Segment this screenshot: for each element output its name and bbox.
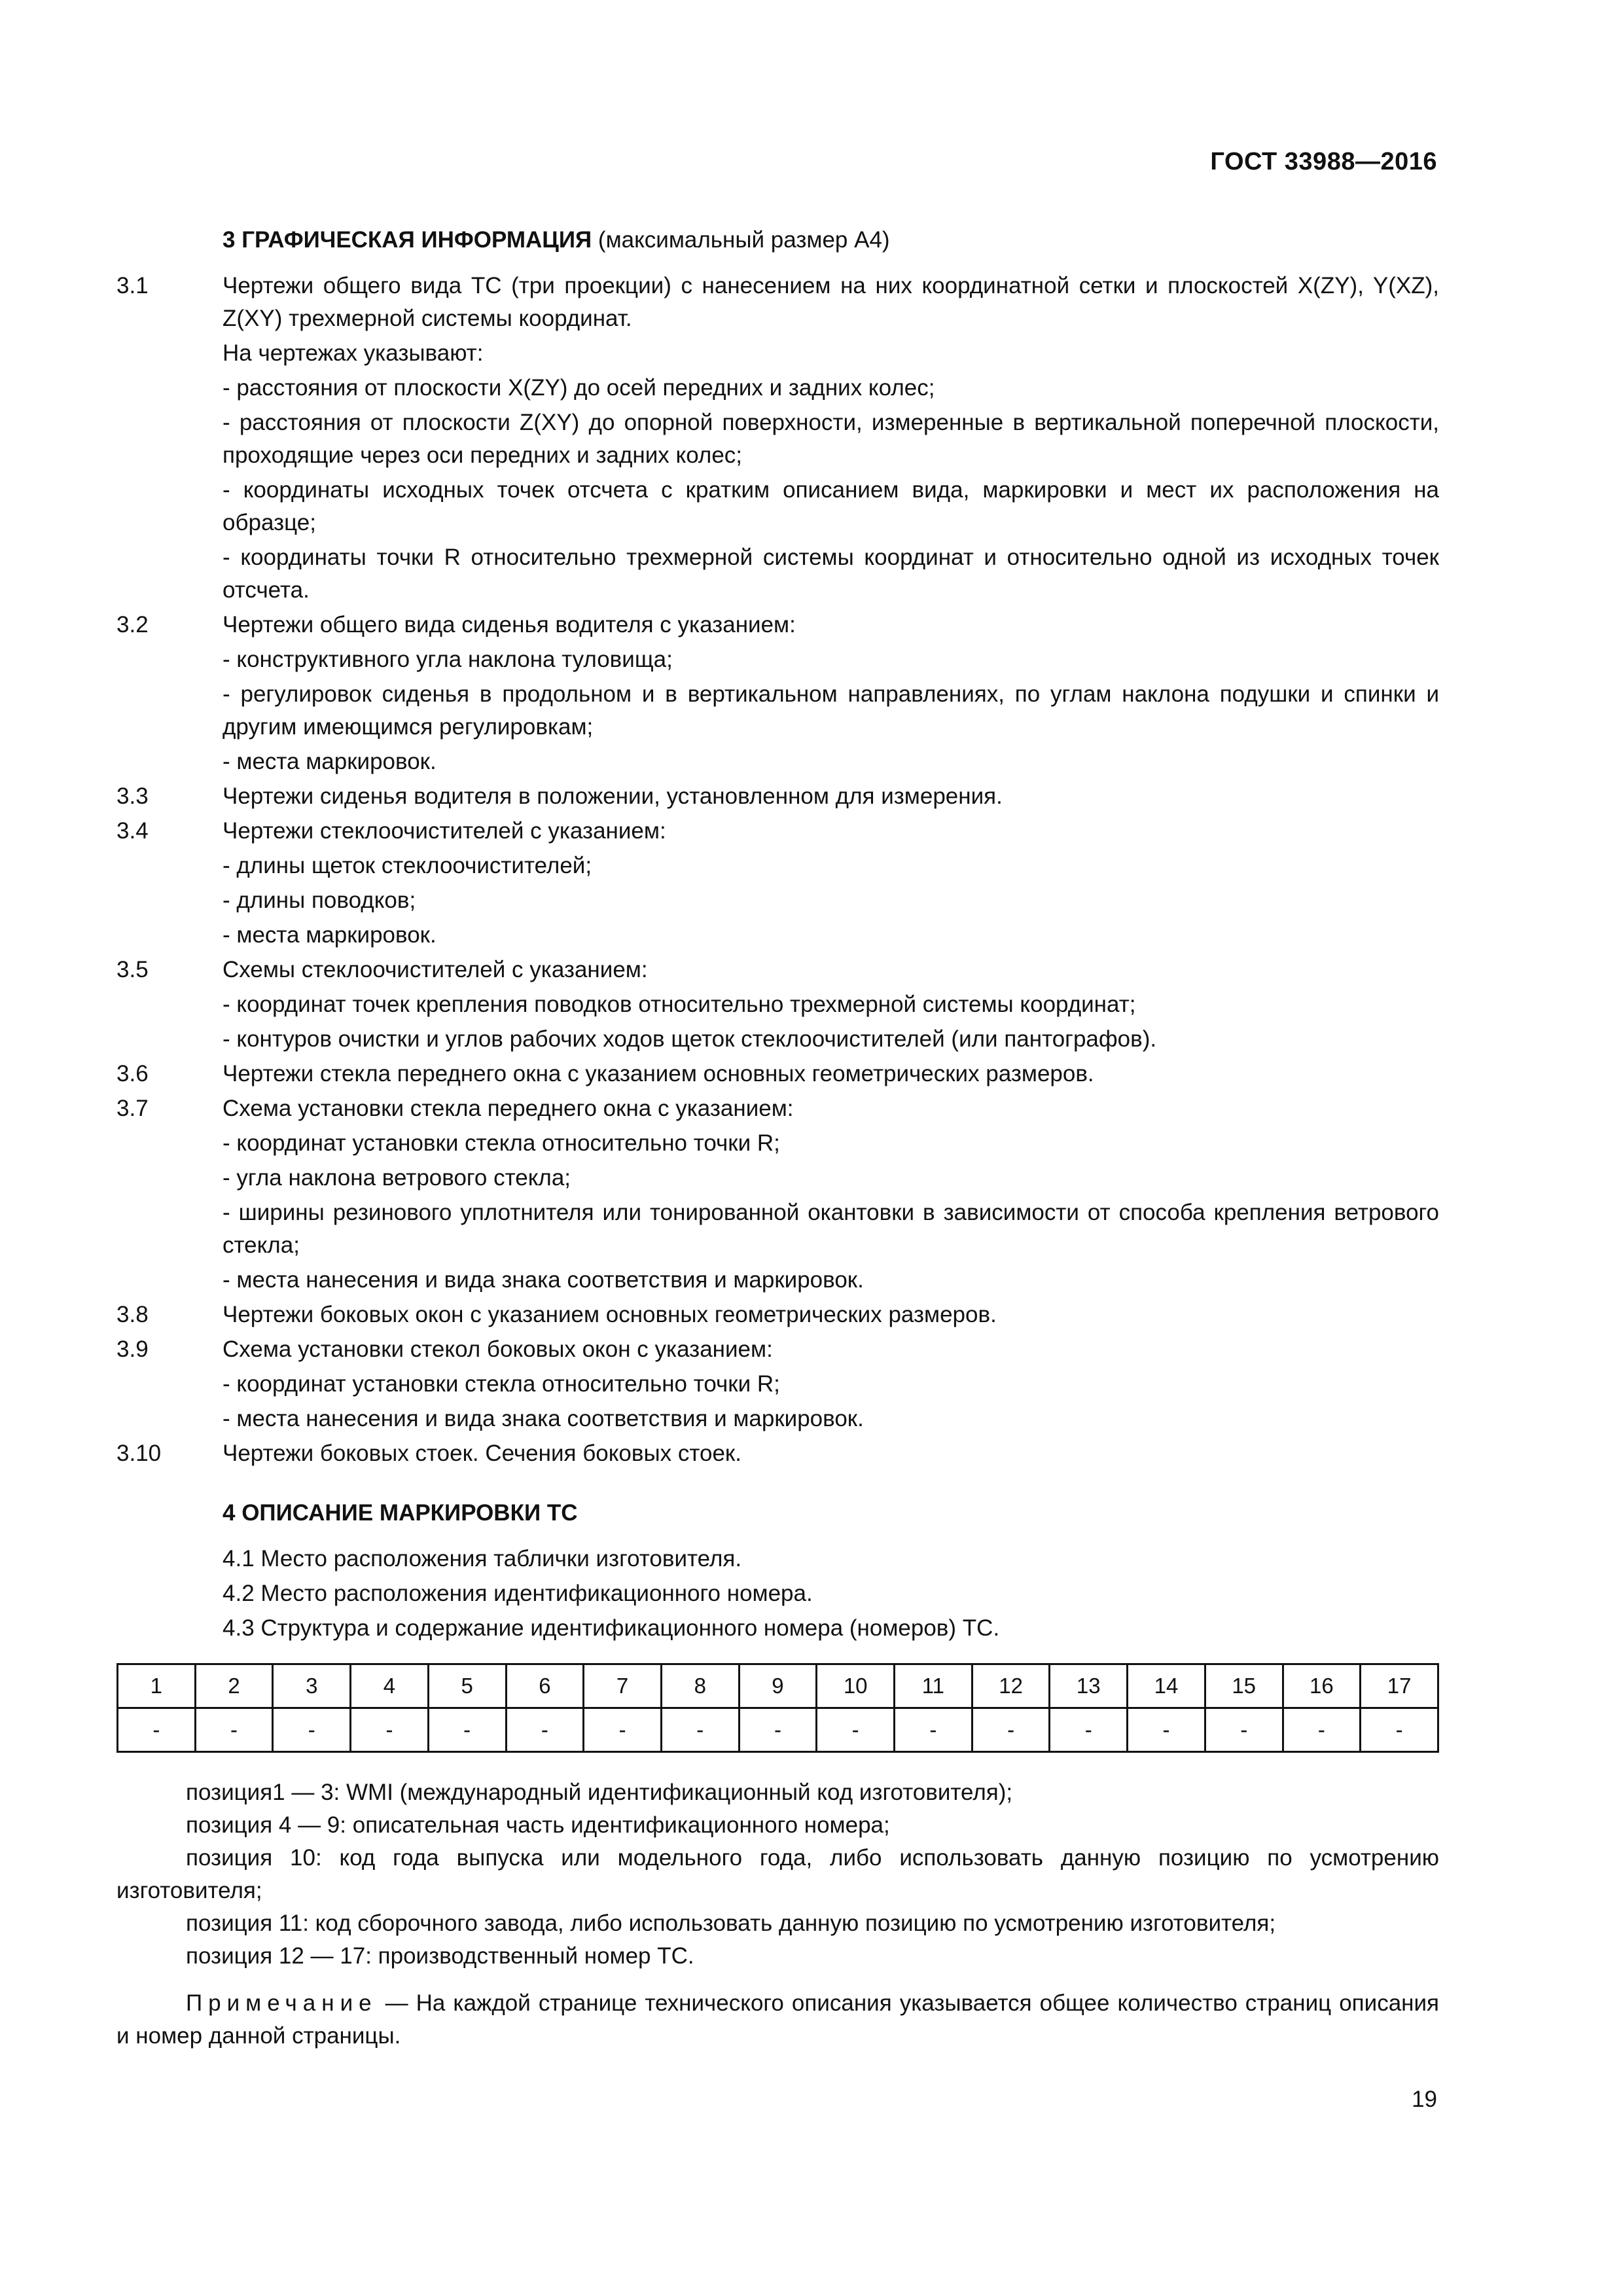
item-body: [223, 1299, 1439, 1333]
item-number: 3.9: [116, 1336, 149, 1362]
item-line: Чертежи сиденья водителя в положении, установленном для измерения.: [223, 783, 1003, 809]
table-header-cell: 12: [972, 1664, 1050, 1708]
list-item: [116, 1333, 1439, 1437]
table-cell: -: [118, 1708, 196, 1752]
section-3-title-bold: 3 ГРАФИЧЕСКАЯ ИНФОРМАЦИЯ: [223, 227, 592, 253]
item-line: Чертежи стеклоочистителей с указанием:: [223, 818, 666, 844]
list-item: [116, 609, 1439, 780]
subitem-4-2: 4.2 Место расположения идентификационного номера.: [223, 1581, 813, 1606]
item-line: Чертежи общего вида сиденья водителя с указанием:: [223, 612, 796, 637]
position-descriptions: [116, 1776, 1439, 1973]
item-body: [223, 270, 1439, 609]
item-body: [223, 1092, 1439, 1299]
item-body: [223, 954, 1439, 1058]
item-line: - длины щеток стеклоочистителей;: [223, 853, 592, 878]
note-paragraph: [116, 1987, 1439, 2053]
page-content: [116, 224, 1439, 2053]
table-header-cell: 2: [195, 1664, 273, 1708]
item-number: 3.1: [116, 273, 149, 298]
table-header-cell: 1: [118, 1664, 196, 1708]
item-body: [223, 1058, 1439, 1092]
table-header-cell: 6: [506, 1664, 584, 1708]
table-cell: -: [584, 1708, 662, 1752]
vin-structure-table: [116, 1663, 1439, 1753]
position-4-9: позиция 4 — 9: описательная часть идентификационного номера;: [186, 1812, 890, 1838]
section-3-title-tail: (максимальный размер А4): [592, 227, 890, 253]
item-line: Чертежи общего вида ТС (три проекции) с нанесением на них координатной сетки и плоскостей X(ZY), Y(XZ), Z(XY) трехмерной системы координат.: [223, 273, 1439, 331]
table-cell: -: [661, 1708, 739, 1752]
item-line: - угла наклона ветрового стекла;: [223, 1165, 571, 1191]
item-line: - места маркировок.: [223, 922, 437, 948]
item-number: 3.10: [116, 1441, 162, 1466]
list-item: [116, 815, 1439, 954]
table-header-cell: 3: [273, 1664, 351, 1708]
list-item: [116, 954, 1439, 1058]
table-header-cell: 5: [428, 1664, 506, 1708]
item-number: 3.2: [116, 612, 149, 637]
table-cell: -: [1050, 1708, 1128, 1752]
item-number: 3.6: [116, 1061, 149, 1086]
list-item: [116, 1058, 1439, 1092]
list-item: [116, 780, 1439, 815]
list-item: [116, 1299, 1439, 1333]
item-line: Чертежи боковых окон с указанием основных геометрических размеров.: [223, 1302, 997, 1327]
list-item: [116, 1092, 1439, 1299]
item-body: [223, 780, 1439, 815]
note-text: — На каждой странице технического описания указывается общее количество страниц описания и номер данной страницы.: [116, 1990, 1439, 2049]
table-header-cell: 11: [895, 1664, 972, 1708]
item-line: - места нанесения и вида знака соответствия и маркировок.: [223, 1267, 864, 1293]
position-12-17: позиция 12 — 17: производственный номер ТС.: [186, 1943, 694, 1969]
table-cell: -: [273, 1708, 351, 1752]
table-header-cell: 7: [584, 1664, 662, 1708]
item-line: Схема установки стекол боковых окон с указанием:: [223, 1336, 773, 1362]
item-line: - регулировок сиденья в продольном и в вертикальном направлениях, по углам наклона подушки и спинки и другим имеющимся регулировкам;: [223, 681, 1439, 740]
table-cell: -: [506, 1708, 584, 1752]
page-number: 19: [1412, 2087, 1437, 2112]
table-cell: -: [895, 1708, 972, 1752]
item-line: - расстояния от плоскости X(ZY) до осей передних и задних колес;: [223, 375, 935, 401]
item-number: 3.5: [116, 957, 149, 982]
item-body: [223, 1333, 1439, 1437]
item-number: 3.4: [116, 818, 149, 844]
table-cell: -: [1128, 1708, 1205, 1752]
table-header-cell: 14: [1128, 1664, 1205, 1708]
item-number: 3.7: [116, 1096, 149, 1121]
item-line: - контуров очистки и углов рабочих ходов щеток стеклоочистителей (или пантографов).: [223, 1026, 1157, 1052]
item-line: - координат установки стекла относительно точки R;: [223, 1371, 780, 1397]
table-cell: -: [428, 1708, 506, 1752]
item-line: Чертежи стекла переднего окна с указанием основных геометрических размеров.: [223, 1061, 1094, 1086]
note-label: Примечание: [186, 1990, 378, 2016]
section-4-title: 4 ОПИСАНИЕ МАРКИРОВКИ ТС: [223, 1500, 578, 1526]
item-line: Схема установки стекла переднего окна с указанием:: [223, 1096, 794, 1121]
table-header-row: [118, 1664, 1438, 1708]
table-cell: -: [817, 1708, 895, 1752]
table-header-cell: 10: [817, 1664, 895, 1708]
item-body: [223, 1437, 1439, 1472]
position-10: позиция 10: код года выпуска или модельного года, либо использовать данную позицию по усмотрению изготовителя;: [116, 1845, 1439, 1903]
table-cell: -: [739, 1708, 817, 1752]
table-row: [118, 1708, 1438, 1752]
table-header-cell: 16: [1283, 1664, 1361, 1708]
table-cell: -: [1283, 1708, 1361, 1752]
item-line: - места маркировок.: [223, 749, 437, 774]
item-line: - координат установки стекла относительно точки R;: [223, 1130, 780, 1156]
item-line: Чертежи боковых стоек. Сечения боковых стоек.: [223, 1441, 741, 1466]
table-header-cell: 13: [1050, 1664, 1128, 1708]
table-header-cell: 17: [1361, 1664, 1438, 1708]
item-line: - координат точек крепления поводков относительно трехмерной системы координат;: [223, 992, 1136, 1017]
table-cell: -: [1205, 1708, 1283, 1752]
item-line: - ширины резинового уплотнителя или тонированной окантовки в зависимости от способа крепления ветрового стекла;: [223, 1200, 1439, 1258]
item-line: На чертежах указывают:: [223, 340, 484, 366]
item-body: [223, 815, 1439, 954]
table-cell: -: [972, 1708, 1050, 1752]
table-header-cell: 9: [739, 1664, 817, 1708]
item-line: - длины поводков;: [223, 888, 416, 913]
section-3-title: [116, 224, 1439, 257]
subitem-4-3: 4.3 Структура и содержание идентификационного номера (номеров) ТС.: [223, 1615, 1000, 1641]
item-line: - конструктивного угла наклона туловища;: [223, 647, 673, 672]
item-line: - координаты точки R относительно трехмерной системы координат и относительно одной из исходных точек отсчета.: [223, 545, 1439, 603]
table-header-cell: 8: [661, 1664, 739, 1708]
item-line: - расстояния от плоскости Z(XY) до опорной поверхности, измеренные в вертикальной поперечной плоскости, проходящие через оси передних и задних колес;: [223, 410, 1439, 468]
table-header-cell: 4: [351, 1664, 429, 1708]
item-number: 3.8: [116, 1302, 149, 1327]
position-11: позиция 11: код сборочного завода, либо использовать данную позицию по усмотрению изготовителя;: [186, 1910, 1276, 1936]
item-body: [223, 609, 1439, 780]
section-3-items: [116, 270, 1439, 1472]
table-cell: -: [351, 1708, 429, 1752]
subitem-4-1: 4.1 Место расположения таблички изготовителя.: [223, 1546, 742, 1571]
table-cell: -: [1361, 1708, 1438, 1752]
item-line: - координаты исходных точек отсчета с кратким описанием вида, маркировки и мест их расположения на образце;: [223, 477, 1439, 535]
list-item: [116, 1437, 1439, 1472]
position-1-3: позиция1 — 3: WMI (международный идентификационный код изготовителя);: [186, 1780, 1013, 1805]
section-4-subitems: [116, 1543, 1439, 1645]
document-code: ГОСТ 33988—2016: [1210, 148, 1437, 175]
table-cell: -: [195, 1708, 273, 1752]
list-item: [116, 270, 1439, 609]
item-line: - места нанесения и вида знака соответствия и маркировок.: [223, 1406, 864, 1431]
item-number: 3.3: [116, 783, 149, 809]
table-header-cell: 15: [1205, 1664, 1283, 1708]
item-line: Схемы стеклоочистителей с указанием:: [223, 957, 648, 982]
